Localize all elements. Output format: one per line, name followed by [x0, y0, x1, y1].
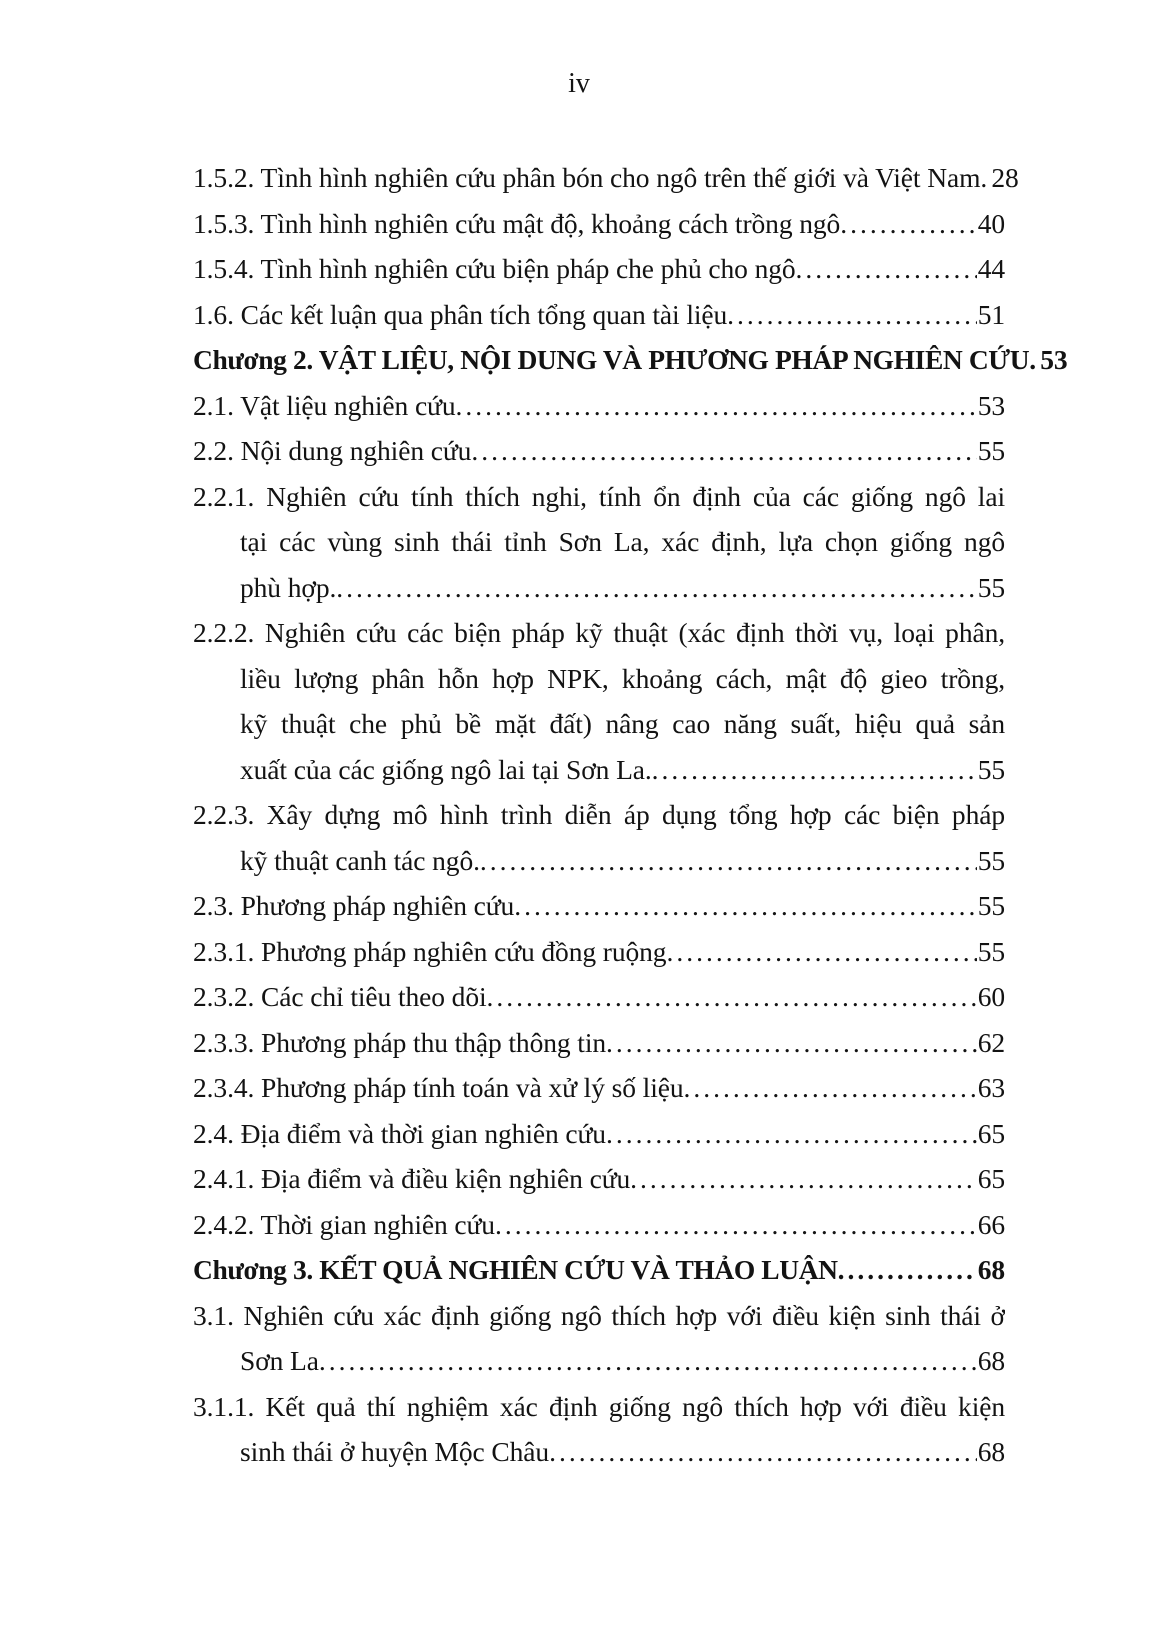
toc-line: tại các vùng sinh thái tỉnh Sơn La, xác định, lựa chọn giống ngô [240, 526, 1005, 557]
toc-line [193, 155, 1019, 201]
toc-dot-leader [840, 201, 976, 247]
toc-line [193, 565, 1005, 611]
toc-entry [193, 292, 1005, 338]
toc-dot-leader [1029, 337, 1039, 383]
toc-entry [193, 974, 1005, 1020]
toc-entry-text: 2.4.1. Địa điểm và điều kiện nghiên cứu [193, 1163, 631, 1194]
toc-dot-leader [514, 883, 976, 929]
toc-entry-text: 2.3.2. Các chỉ tiêu theo dõi [193, 981, 487, 1012]
toc-dot-leader [666, 929, 976, 975]
toc [193, 155, 1068, 1475]
toc-line [193, 292, 1005, 338]
toc-entry-text: 2.2. Nội dung nghiên cứu [193, 435, 472, 466]
toc-entry [193, 1156, 1005, 1202]
toc-line [193, 201, 1005, 247]
toc-dot-leader [838, 1247, 977, 1293]
toc-entry [193, 383, 1005, 429]
toc-entry-text: 2.3.4. Phương pháp tính toán và xử lý số liệu [193, 1072, 684, 1103]
toc-dot-leader [652, 747, 977, 793]
toc-entry-text: 1.5.4. Tình hình nghiên cứu biện pháp che phủ cho ngô [193, 253, 796, 284]
toc-entry [193, 1065, 1005, 1111]
toc-line: 2.2.1. Nghiên cứu tính thích nghi, tính ổn định của các giống ngô lai [193, 480, 1005, 512]
toc-entry-text: Chương 3. KẾT QUẢ NGHIÊN CỨU VÀ THẢO LUẬN [193, 1254, 838, 1285]
toc-entry [193, 929, 1005, 975]
toc-entry [193, 792, 1005, 883]
toc-dot-leader [456, 383, 977, 429]
toc-dot-leader [606, 1111, 977, 1157]
toc-line [193, 747, 1005, 793]
toc-page-ref: 68 [977, 1436, 1005, 1467]
toc-line [193, 929, 1005, 975]
toc-entry [193, 474, 1005, 611]
toc-page-ref: 68 [977, 1345, 1005, 1376]
toc-entry-text: Chương 2. VẬT LIỆU, NỘI DUNG VÀ PHƯƠNG PHÁP NGHIÊN CỨU [193, 344, 1030, 375]
toc-line [193, 1020, 1005, 1066]
toc-page-ref: 55 [977, 890, 1005, 921]
toc-entry-text: 1.6. Các kết luận qua phân tích tổng quan tài liệu [193, 298, 728, 330]
toc-dot-leader [980, 155, 990, 201]
toc-entry-text: 2.1. Vật liệu nghiên cứu [193, 389, 456, 421]
toc-entry-text: 2.3.1. Phương pháp nghiên cứu đồng ruộng [193, 935, 667, 967]
toc-page-ref: 68 [977, 1254, 1005, 1285]
toc-entry-text: 2.4. Địa điểm và thời gian nghiên cứu [193, 1117, 606, 1149]
toc-dot-leader [549, 1429, 977, 1475]
toc-line [193, 1156, 1005, 1202]
toc-entry [193, 1020, 1005, 1066]
toc-line [193, 1202, 1005, 1248]
toc-entry-text: xuất của các giống ngô lai tại Sơn La. [240, 753, 652, 785]
toc-line [193, 1111, 1005, 1157]
toc-line [193, 1429, 1005, 1475]
toc-entry [193, 1384, 1005, 1475]
toc-entry [193, 337, 1068, 383]
toc-entry-text: 2.4.2. Thời gian nghiên cứu [193, 1208, 495, 1240]
toc-line [193, 1247, 1005, 1293]
toc-entry [193, 1111, 1005, 1157]
page-number-header: iv [568, 68, 590, 99]
toc-dot-leader [606, 1020, 977, 1066]
toc-page-ref: 55 [977, 935, 1005, 967]
toc-page-ref: 55 [977, 753, 1005, 785]
toc-line [193, 428, 1005, 474]
toc-page-ref: 65 [977, 1163, 1005, 1194]
toc-line: 3.1. Nghiên cứu xác định giống ngô thích hợp với điều kiện sinh thái ở [193, 1299, 1005, 1331]
toc-entry [193, 1293, 1005, 1384]
toc-page-ref: 63 [977, 1072, 1005, 1103]
toc-page-ref: 60 [977, 981, 1005, 1012]
toc-line: 2.2.2. Nghiên cứu các biện pháp kỹ thuật (xác định thời vụ, loại phân, [193, 617, 1005, 648]
toc-dot-leader [480, 838, 977, 884]
toc-page-ref: 55 [977, 844, 1005, 876]
toc-dot-leader [487, 974, 977, 1020]
toc-entry [193, 883, 1005, 929]
toc-line [193, 337, 1068, 383]
toc-dot-leader [630, 1156, 977, 1202]
toc-line: 2.2.3. Xây dựng mô hình trình diễn áp dụng tổng hợp các biện pháp [193, 799, 1005, 830]
toc-line: kỹ thuật che phủ bề mặt đất) nâng cao năng suất, hiệu quả sản [240, 708, 1005, 739]
toc-entry [193, 1202, 1005, 1248]
toc-dot-leader [684, 1065, 977, 1111]
toc-entry-text: 1.5.2. Tình hình nghiên cứu phân bón cho ngô trên thế giới và Việt Nam [193, 162, 981, 193]
toc-entry-text: Sơn La [240, 1345, 319, 1376]
toc-entry [193, 201, 1005, 247]
toc-page-ref: 53 [1040, 344, 1068, 375]
toc-entry-text: 1.5.3. Tình hình nghiên cứu mật độ, khoảng cách trồng ngô [193, 207, 841, 239]
toc-page-ref: 44 [977, 253, 1005, 284]
toc-line [193, 246, 1005, 292]
toc-line: 3.1.1. Kết quả thí nghiệm xác định giống ngô thích hợp với điều kiện [193, 1390, 1005, 1422]
toc-entry-text: 2.3. Phương pháp nghiên cứu [193, 890, 515, 921]
toc-page-ref: 65 [977, 1117, 1005, 1149]
toc-line: liều lượng phân hỗn hợp NPK, khoảng cách, mật độ gieo trồng, [240, 662, 1005, 694]
toc-dot-leader [796, 246, 977, 292]
toc-page-ref: 40 [977, 207, 1005, 239]
toc-line [193, 883, 1005, 929]
toc-page-ref: 55 [977, 571, 1005, 603]
toc-entry-text: kỹ thuật canh tác ngô. [240, 844, 480, 876]
toc-entry [193, 155, 1019, 201]
toc-line [193, 1338, 1005, 1384]
toc-dot-leader [319, 1338, 977, 1384]
toc-entry-text: sinh thái ở huyện Mộc Châu [240, 1436, 550, 1467]
toc-dot-leader [471, 428, 976, 474]
toc-entry-text: 2.3.3. Phương pháp thu thập thông tin [193, 1026, 607, 1058]
toc-entry [193, 1247, 1005, 1293]
toc-page-ref: 51 [977, 298, 1005, 330]
toc-entry [193, 610, 1005, 792]
toc-dot-leader [727, 292, 977, 338]
toc-line [193, 1065, 1005, 1111]
toc-entry [193, 246, 1005, 292]
toc-line [193, 383, 1005, 429]
toc-line [193, 974, 1005, 1020]
toc-dot-leader [495, 1202, 977, 1248]
toc-page-ref: 28 [991, 162, 1019, 193]
toc-entry [193, 428, 1005, 474]
toc-page-ref: 66 [977, 1208, 1005, 1240]
toc-dot-leader [336, 565, 976, 611]
toc-line [193, 838, 1005, 884]
toc-page-ref: 53 [977, 389, 1005, 421]
toc-page-ref: 55 [977, 435, 1005, 466]
toc-entry-text: phù hợp. [240, 571, 337, 603]
toc-page-ref: 62 [977, 1026, 1005, 1058]
